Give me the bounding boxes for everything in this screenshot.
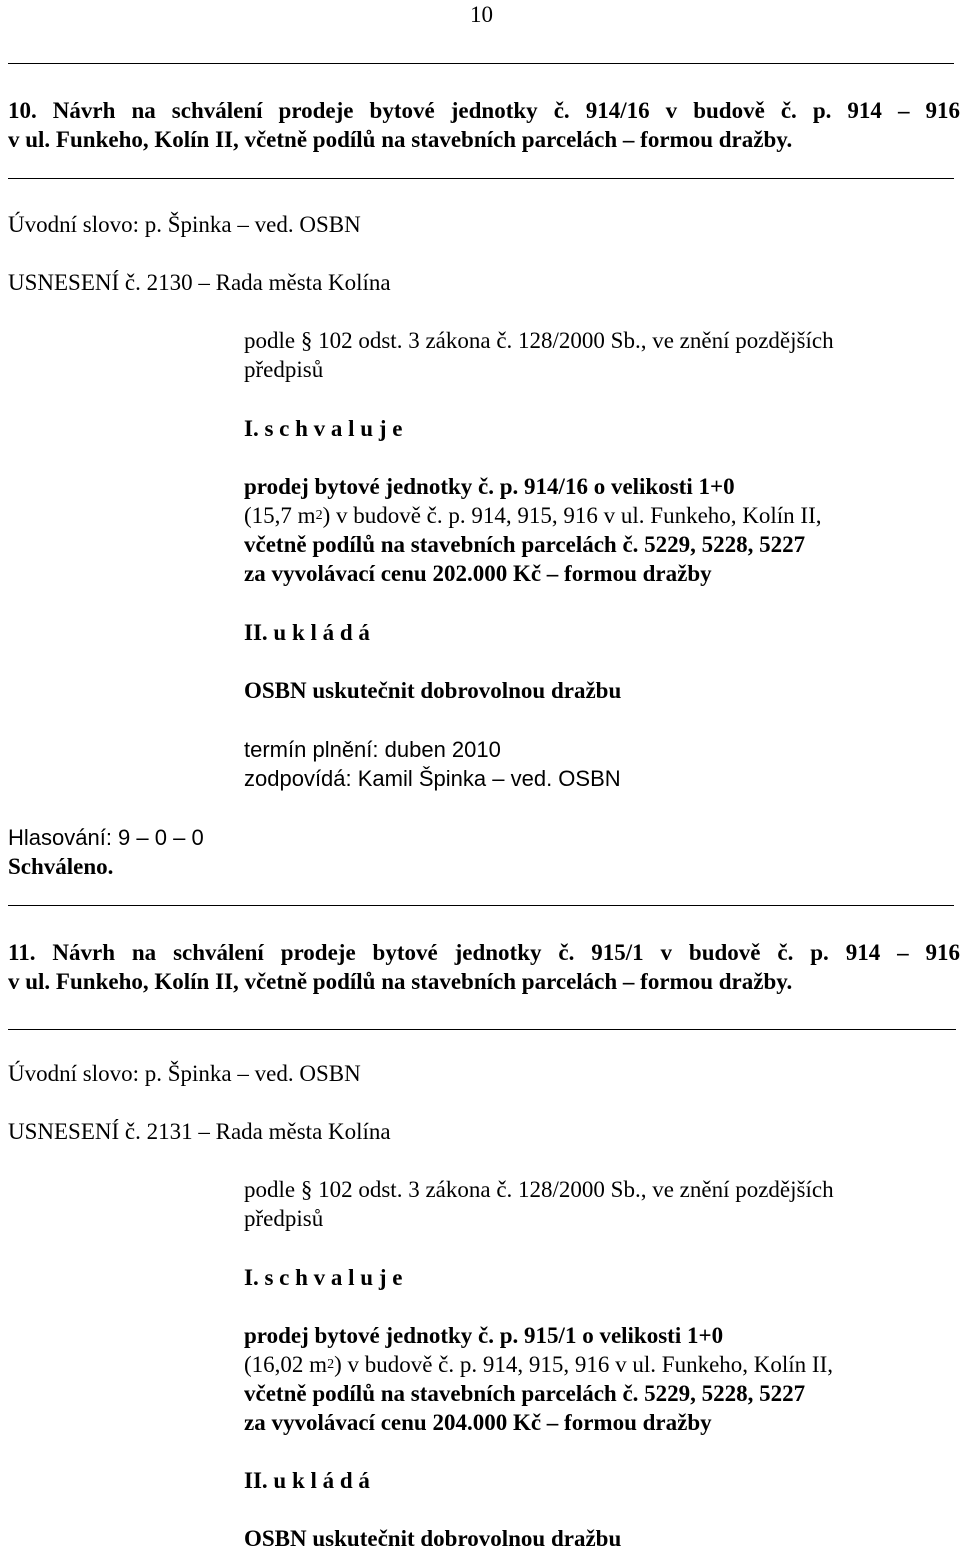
approval-status: Schváleno.: [8, 854, 114, 879]
approves-line: včetně podílů na stavebních parcelách č. 5229, 5228, 5227: [244, 532, 806, 557]
legal-basis-cont: předpisů: [244, 357, 324, 382]
approves-line: (15,7 $m^2$) v budově č. p. 914, 915, 916 v ul. Funkeho, Kolín II,: [244, 503, 822, 528]
separator-rule: [8, 905, 954, 906]
separator-rule: [8, 63, 954, 64]
vote-result: Hlasování: 9 – 0 – 0: [8, 825, 204, 850]
legal-basis: podle § 102 odst. 3 zákona č. 128/2000 Sb., ve znění pozdějších: [244, 328, 834, 353]
item-heading-line1: 10. Návrh na schválení prodeje bytové jednotky č. 914/16 v budově č. p. 914 – 916: [8, 98, 960, 123]
legal-basis-cont: předpisů: [244, 1206, 324, 1231]
orders-heading: II. u k l á d á: [244, 1468, 370, 1493]
intro-speaker: Úvodní slovo: p. Špinka – ved. OSBN: [8, 212, 361, 237]
item-heading-line1: 11. Návrh na schválení prodeje bytové jednotky č. 915/1 v budově č. p. 914 – 916: [8, 940, 960, 965]
orders-heading: II. u k l á d á: [244, 620, 370, 645]
approves-line: včetně podílů na stavebních parcelách č. 5229, 5228, 5227: [244, 1381, 806, 1406]
superscript: 2: [327, 1356, 335, 1372]
item-heading-line2: v ul. Funkeho, Kolín II, včetně podílů na stavebních parcelách – formou dražby.: [8, 127, 793, 152]
page-number: 10: [470, 2, 493, 27]
separator-rule: [8, 178, 954, 179]
item-heading-line2: v ul. Funkeho, Kolín II, včetně podílů na stavebních parcelách – formou dražby.: [8, 969, 793, 994]
separator-rule: [8, 1029, 956, 1030]
approves-heading: I. s c h v a l u j e: [244, 416, 403, 441]
approves-line: prodej bytové jednotky č. p. 914/16 o velikosti 1+0: [244, 474, 735, 499]
approves-heading: I. s c h v a l u j e: [244, 1265, 403, 1290]
resolution-number: USNESENÍ č. 2131 – Rada města Kolína: [8, 1119, 391, 1144]
orders-text: OSBN uskutečnit dobrovolnou dražbu: [244, 678, 622, 703]
legal-basis: podle § 102 odst. 3 zákona č. 128/2000 Sb., ve znění pozdějších: [244, 1177, 834, 1202]
superscript: 2: [315, 507, 323, 523]
orders-text: OSBN uskutečnit dobrovolnou dražbu: [244, 1526, 622, 1551]
resolution-number: USNESENÍ č. 2130 – Rada města Kolína: [8, 270, 391, 295]
approves-line: prodej bytové jednotky č. p. 915/1 o velikosti 1+0: [244, 1323, 724, 1348]
deadline: termín plnění: duben 2010: [244, 737, 501, 762]
responsible: zodpovídá: Kamil Špinka – ved. OSBN: [244, 766, 621, 791]
approves-line: (16,02 $m^2$) v budově č. p. 914, 915, 916 v ul. Funkeho, Kolín II,: [244, 1352, 833, 1377]
approves-line: za vyvolávací cenu 202.000 Kč – formou dražby: [244, 561, 712, 586]
approves-line: za vyvolávací cenu 204.000 Kč – formou dražby: [244, 1410, 712, 1435]
intro-speaker: Úvodní slovo: p. Špinka – ved. OSBN: [8, 1061, 361, 1086]
